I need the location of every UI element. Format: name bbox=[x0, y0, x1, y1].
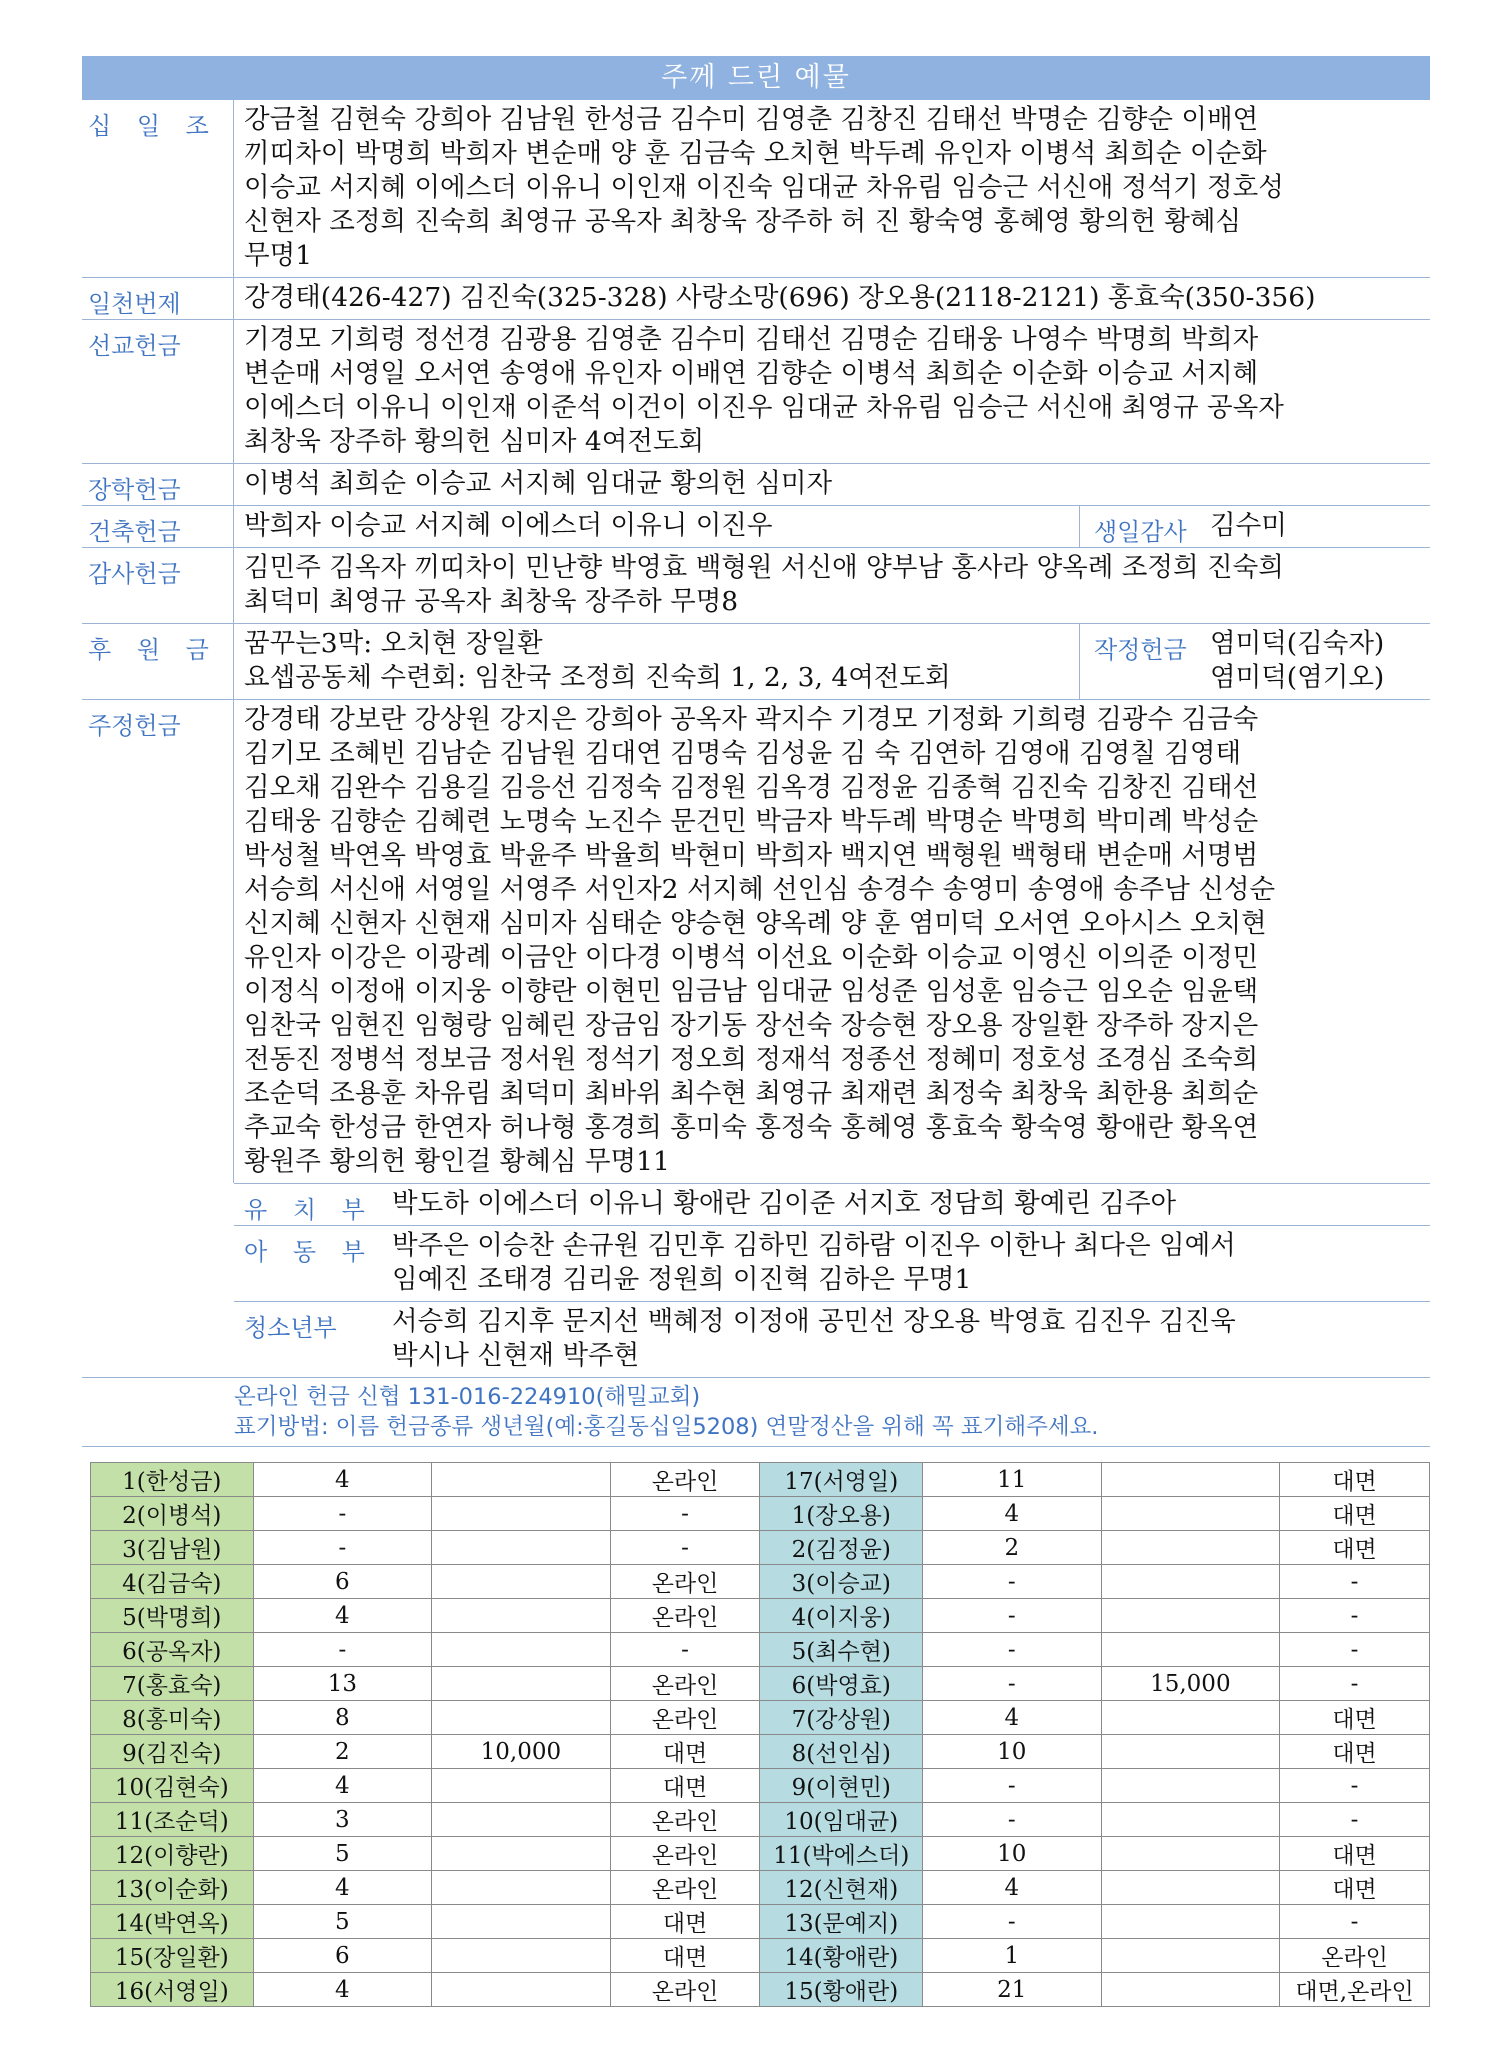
right-amount-cell bbox=[1101, 1497, 1280, 1531]
left-mode-cell: 온라인 bbox=[610, 1973, 760, 2007]
left-name-cell: 15(장일환) bbox=[91, 1939, 254, 1973]
left-value-cell: 5 bbox=[253, 1905, 432, 1939]
right-name-cell: 5(최수현) bbox=[760, 1633, 923, 1667]
right-value-cell: 10 bbox=[923, 1735, 1102, 1769]
left-amount-cell bbox=[432, 1497, 611, 1531]
section-label: 일천번제 bbox=[82, 278, 234, 319]
right-value-cell: 21 bbox=[923, 1973, 1102, 2007]
right-value-cell: - bbox=[923, 1599, 1102, 1633]
left-mode-cell: - bbox=[610, 1497, 760, 1531]
table-row bbox=[91, 1667, 1430, 1701]
section-label: 선교헌금 bbox=[82, 320, 234, 463]
section-label: 주정헌금 bbox=[82, 700, 234, 1183]
table-row bbox=[91, 1735, 1430, 1769]
left-amount-cell bbox=[432, 1871, 611, 1905]
left-amount-cell: 10,000 bbox=[432, 1735, 611, 1769]
left-mode-cell: 온라인 bbox=[610, 1837, 760, 1871]
right-mode-cell: 대면 bbox=[1280, 1463, 1430, 1497]
left-amount-cell bbox=[432, 1599, 611, 1633]
birthday-label: 생일감사 bbox=[1094, 518, 1187, 546]
left-amount-cell bbox=[432, 1667, 611, 1701]
left-value-cell: - bbox=[253, 1531, 432, 1565]
left-value-cell: 4 bbox=[253, 1599, 432, 1633]
section-names: 강경태(426-427) 김진숙(325-328) 사랑소망(696) 장오용(2118-2121) 홍효숙(350-356) bbox=[244, 282, 1316, 313]
section-tithe bbox=[82, 100, 1430, 278]
pledge-label: 작정헌금 bbox=[1094, 636, 1187, 664]
right-mode-cell: 대면 bbox=[1280, 1735, 1430, 1769]
section-weekly bbox=[82, 700, 1430, 1377]
table-row bbox=[91, 1769, 1430, 1803]
right-mode-cell: - bbox=[1280, 1565, 1430, 1599]
section-label: 감사헌금 bbox=[82, 548, 234, 623]
section-names: 김민주 김옥자 끼띠차이 민난향 박영효 백형원 서신애 양부남 홍사라 양옥례 조정희 진숙희 최덕미 최영규 공옥자 최창욱 장주하 무명8 bbox=[244, 552, 1284, 617]
left-amount-cell bbox=[432, 1701, 611, 1735]
subsection-kindergarten bbox=[234, 1183, 1430, 1225]
right-amount-cell: 15,000 bbox=[1101, 1667, 1280, 1701]
right-amount-cell bbox=[1101, 1735, 1280, 1769]
right-value-cell: - bbox=[923, 1905, 1102, 1939]
table-row bbox=[91, 1463, 1430, 1497]
left-value-cell: 2 bbox=[253, 1735, 432, 1769]
right-mode-cell: - bbox=[1280, 1905, 1430, 1939]
right-value-cell: 1 bbox=[923, 1939, 1102, 1973]
left-value-cell: 13 bbox=[253, 1667, 432, 1701]
section-names: 기경모 기희령 정선경 김광용 김영춘 김수미 김태선 김명순 김태웅 나영수 박명희 박희자 변순매 서영일 오서연 송영애 유인자 이배연 김향순 이병석 최희순 이순화 이승교 서지혜 이에스더 이유니 이인재 이준석 이건이 이진우 임대균 차유림 임승근 서신애 최영규 공옥자 최창욱 장주하 황의헌 심미자 4여전도회 bbox=[244, 324, 1284, 457]
table-row bbox=[91, 1939, 1430, 1973]
subsection-names: 서승희 김지후 문지선 백혜정 이정애 공민선 장오용 박영효 김진우 김진욱 박시나 신현재 박주현 bbox=[392, 1306, 1236, 1371]
right-mode-cell: - bbox=[1280, 1667, 1430, 1701]
subsection-label: 유 치 부 bbox=[244, 1196, 374, 1224]
left-amount-cell bbox=[432, 1905, 611, 1939]
subsection-youth bbox=[234, 1301, 1430, 1377]
left-value-cell: 3 bbox=[253, 1803, 432, 1837]
table-row bbox=[91, 1905, 1430, 1939]
table-row bbox=[91, 1531, 1430, 1565]
subsection-label: 아 동 부 bbox=[244, 1238, 374, 1266]
offering-page bbox=[82, 56, 1430, 1447]
left-mode-cell: 온라인 bbox=[610, 1667, 760, 1701]
right-amount-cell bbox=[1101, 1803, 1280, 1837]
left-name-cell: 11(조순덕) bbox=[91, 1803, 254, 1837]
left-name-cell: 2(이병석) bbox=[91, 1497, 254, 1531]
section-names: 꿈꾸는3막: 오치현 장일환 요셉공동체 수련회: 임찬국 조정희 진숙희 1, 2, 3, 4여전도회 bbox=[234, 624, 1080, 699]
left-value-cell: 8 bbox=[253, 1701, 432, 1735]
table-row bbox=[91, 1837, 1430, 1871]
section-names: 강금철 김현숙 강희아 김남원 한성금 김수미 김영춘 김창진 김태선 박명순 김향순 이배연 끼띠차이 박명희 박희자 변순매 양 훈 김금숙 오치현 박두례 유인자 이병석 최희순 이순화 이승교 서지혜 이에스더 이유니 이인재 이진숙 임대균 차유림 임승근 서신애 정석기 정호성 신현자 조정희 진숙희 최영규 공옥자 최창욱 장주하 허 진 황숙영 홍혜영 황의헌 황혜심 무명1 bbox=[244, 104, 1284, 271]
left-amount-cell bbox=[432, 1565, 611, 1599]
section-label: 후 원 금 bbox=[82, 624, 234, 699]
left-name-cell: 4(김금숙) bbox=[91, 1565, 254, 1599]
right-value-cell: - bbox=[923, 1769, 1102, 1803]
right-name-cell: 2(김정윤) bbox=[760, 1531, 923, 1565]
left-name-cell: 3(김남원) bbox=[91, 1531, 254, 1565]
right-amount-cell bbox=[1101, 1701, 1280, 1735]
left-amount-cell bbox=[432, 1633, 611, 1667]
section-thanks bbox=[82, 548, 1430, 624]
section-support bbox=[82, 624, 1430, 700]
right-name-cell: 8(선인심) bbox=[760, 1735, 923, 1769]
right-mode-cell: 온라인 bbox=[1280, 1939, 1430, 1973]
section-label: 장학헌금 bbox=[82, 464, 234, 505]
section-names: 박희자 이승교 서지혜 이에스더 이유니 이진우 bbox=[234, 506, 1080, 547]
table-row bbox=[91, 1633, 1430, 1667]
table-row bbox=[91, 1803, 1430, 1837]
left-value-cell: - bbox=[253, 1497, 432, 1531]
right-name-cell: 15(황애란) bbox=[760, 1973, 923, 2007]
right-mode-cell: 대면 bbox=[1280, 1497, 1430, 1531]
attendance-table bbox=[90, 1462, 1430, 2007]
right-name-cell: 17(서영일) bbox=[760, 1463, 923, 1497]
left-name-cell: 8(홍미숙) bbox=[91, 1701, 254, 1735]
left-name-cell: 9(김진숙) bbox=[91, 1735, 254, 1769]
left-value-cell: 4 bbox=[253, 1871, 432, 1905]
left-name-cell: 1(한성금) bbox=[91, 1463, 254, 1497]
left-name-cell: 5(박명희) bbox=[91, 1599, 254, 1633]
left-value-cell: 4 bbox=[253, 1463, 432, 1497]
left-amount-cell bbox=[432, 1803, 611, 1837]
right-value-cell: 4 bbox=[923, 1871, 1102, 1905]
left-value-cell: 6 bbox=[253, 1565, 432, 1599]
right-name-cell: 9(이현민) bbox=[760, 1769, 923, 1803]
right-mode-cell: 대면 bbox=[1280, 1701, 1430, 1735]
right-mode-cell: - bbox=[1280, 1803, 1430, 1837]
right-amount-cell bbox=[1101, 1973, 1280, 2007]
section-names: 이병석 최희순 이승교 서지혜 임대균 황의헌 심미자 bbox=[244, 468, 833, 499]
section-mission bbox=[82, 320, 1430, 464]
right-value-cell: - bbox=[923, 1633, 1102, 1667]
left-mode-cell: 대면 bbox=[610, 1735, 760, 1769]
left-mode-cell: - bbox=[610, 1531, 760, 1565]
right-mode-cell: 대면 bbox=[1280, 1531, 1430, 1565]
right-name-cell: 12(신현재) bbox=[760, 1871, 923, 1905]
right-amount-cell bbox=[1101, 1463, 1280, 1497]
left-value-cell: 4 bbox=[253, 1973, 432, 2007]
right-value-cell: - bbox=[923, 1803, 1102, 1837]
left-amount-cell bbox=[432, 1973, 611, 2007]
right-name-cell: 11(박에스더) bbox=[760, 1837, 923, 1871]
table-row bbox=[91, 1565, 1430, 1599]
left-mode-cell: 온라인 bbox=[610, 1463, 760, 1497]
left-amount-cell bbox=[432, 1939, 611, 1973]
right-mode-cell: - bbox=[1280, 1633, 1430, 1667]
right-name-cell: 7(강상원) bbox=[760, 1701, 923, 1735]
left-value-cell: 6 bbox=[253, 1939, 432, 1973]
right-amount-cell bbox=[1101, 1769, 1280, 1803]
online-offering-info bbox=[82, 1377, 1430, 1447]
left-name-cell: 12(이향란) bbox=[91, 1837, 254, 1871]
right-name-cell: 10(임대균) bbox=[760, 1803, 923, 1837]
right-amount-cell bbox=[1101, 1905, 1280, 1939]
page-title: 주께 드린 예물 bbox=[82, 56, 1430, 100]
left-amount-cell bbox=[432, 1769, 611, 1803]
right-name-cell: 1(장오용) bbox=[760, 1497, 923, 1531]
right-mode-cell: - bbox=[1280, 1599, 1430, 1633]
right-mode-cell: - bbox=[1280, 1769, 1430, 1803]
table-row bbox=[91, 1973, 1430, 2007]
right-mode-cell: 대면,온라인 bbox=[1280, 1973, 1430, 2007]
right-value-cell: 4 bbox=[923, 1701, 1102, 1735]
left-mode-cell: - bbox=[610, 1633, 760, 1667]
left-name-cell: 14(박연옥) bbox=[91, 1905, 254, 1939]
online-instructions: 표기방법: 이름 헌금종류 생년월(예:홍길동십일5208) 연말정산을 위해 꼭 표기해주세요. bbox=[234, 1414, 1099, 1440]
right-amount-cell bbox=[1101, 1837, 1280, 1871]
right-value-cell: - bbox=[923, 1667, 1102, 1701]
subsection-names: 박주은 이승찬 손규원 김민후 김하민 김하람 이진우 이한나 최다은 임예서 임예진 조태경 김리윤 정원희 이진혁 김하은 무명1 bbox=[392, 1230, 1236, 1295]
left-mode-cell: 대면 bbox=[610, 1769, 760, 1803]
table-row bbox=[91, 1497, 1430, 1531]
left-name-cell: 16(서영일) bbox=[91, 1973, 254, 2007]
right-value-cell: 2 bbox=[923, 1531, 1102, 1565]
right-value-cell: - bbox=[923, 1565, 1102, 1599]
pledge-names: 염미덕(김숙자) 염미덕(염기오) bbox=[1210, 628, 1385, 693]
section-scholarship bbox=[82, 464, 1430, 506]
subsection-children bbox=[234, 1225, 1430, 1301]
online-account: 온라인 헌금 신협 131-016-224910(해밀교회) bbox=[234, 1384, 701, 1410]
right-mode-cell: 대면 bbox=[1280, 1871, 1430, 1905]
left-value-cell: - bbox=[253, 1633, 432, 1667]
left-name-cell: 6(공옥자) bbox=[91, 1633, 254, 1667]
table-row bbox=[91, 1701, 1430, 1735]
section-label: 십 일 조 bbox=[82, 100, 234, 277]
left-mode-cell: 온라인 bbox=[610, 1871, 760, 1905]
left-amount-cell bbox=[432, 1531, 611, 1565]
table-row bbox=[91, 1871, 1430, 1905]
right-amount-cell bbox=[1101, 1565, 1280, 1599]
left-mode-cell: 온라인 bbox=[610, 1701, 760, 1735]
left-value-cell: 5 bbox=[253, 1837, 432, 1871]
right-name-cell: 14(황애란) bbox=[760, 1939, 923, 1973]
right-value-cell: 4 bbox=[923, 1497, 1102, 1531]
left-name-cell: 13(이순화) bbox=[91, 1871, 254, 1905]
right-amount-cell bbox=[1101, 1939, 1280, 1973]
left-mode-cell: 온라인 bbox=[610, 1565, 760, 1599]
left-amount-cell bbox=[432, 1837, 611, 1871]
right-name-cell: 4(이지웅) bbox=[760, 1599, 923, 1633]
left-amount-cell bbox=[432, 1463, 611, 1497]
right-value-cell: 10 bbox=[923, 1837, 1102, 1871]
right-amount-cell bbox=[1101, 1633, 1280, 1667]
left-name-cell: 10(김현숙) bbox=[91, 1769, 254, 1803]
left-value-cell: 4 bbox=[253, 1769, 432, 1803]
right-amount-cell bbox=[1101, 1871, 1280, 1905]
table-row bbox=[91, 1599, 1430, 1633]
right-name-cell: 13(문예지) bbox=[760, 1905, 923, 1939]
right-amount-cell bbox=[1101, 1531, 1280, 1565]
right-amount-cell bbox=[1101, 1599, 1280, 1633]
birthday-names: 김수미 bbox=[1210, 510, 1287, 541]
section-label: 건축헌금 bbox=[82, 506, 234, 547]
section-ilcheon bbox=[82, 278, 1430, 320]
left-mode-cell: 대면 bbox=[610, 1905, 760, 1939]
right-value-cell: 11 bbox=[923, 1463, 1102, 1497]
left-mode-cell: 온라인 bbox=[610, 1803, 760, 1837]
right-name-cell: 6(박영효) bbox=[760, 1667, 923, 1701]
left-mode-cell: 대면 bbox=[610, 1939, 760, 1973]
section-building bbox=[82, 506, 1430, 548]
left-name-cell: 7(홍효숙) bbox=[91, 1667, 254, 1701]
subsection-names: 박도하 이에스더 이유니 황애란 김이준 서지호 정담희 황예린 김주아 bbox=[392, 1188, 1177, 1219]
right-name-cell: 3(이승교) bbox=[760, 1565, 923, 1599]
section-names: 강경태 강보란 강상원 강지은 강희아 공옥자 곽지수 기경모 기정화 기희령 김광수 김금숙 김기모 조혜빈 김남순 김남원 김대연 김명숙 김성윤 김 숙 김연하 김영애 김영칠 김영태 김오채 김완수 김용길 김응선 김정숙 김정원 김옥경 김정윤 김종혁 김진숙 김창진 김태선 김태웅 김향순 김혜련 노명숙 노진수 문건민 박금자 박두례 박명순 박명희 박미례 박성순 박성철 박연옥 박영효 박윤주 박율희 박현미 박희자 백지연 백형원 백형태 변순매 서명범 서승희 서신애 서영일 서영주 서인자2 서지혜 선인심 송경수 송영미 송영애 송주남 신성순 신지혜 신현자 신현재 심미자 심태순 양승현 양옥례 양 훈 염미덕 오서연 오아시스 오치현 유인자 이강은 이광례 이금안 이다경 이병석 이선요 이순화 이승교 이영신 이의준 이정민 이정식 이정애 이지웅 이향란 이현민 임금남 임대균 임성준 임성훈 임승근 임오순 임윤택 임찬국 임현진 임형랑 임혜린 장금임 장기동 장선숙 장승현 장오용 장일환 장주하 장지은 전동진 정병석 정보금 정서원 정석기 정오희 정재석 정종선 정혜미 정호성 조경심 조숙희 조순덕 조용훈 차유림 최덕미 최바위 최수현 최영규 최재련 최정숙 최창욱 최한용 최희순 추교숙 한성금 한연자 허나형 홍경희 홍미숙 홍정숙 홍혜영 홍효숙 황숙영 황애란 황옥연 황원주 황의헌 황인걸 황혜심 무명11 bbox=[244, 704, 1276, 1177]
right-mode-cell: 대면 bbox=[1280, 1837, 1430, 1871]
subsection-label: 청소년부 bbox=[244, 1314, 337, 1342]
left-mode-cell: 온라인 bbox=[610, 1599, 760, 1633]
